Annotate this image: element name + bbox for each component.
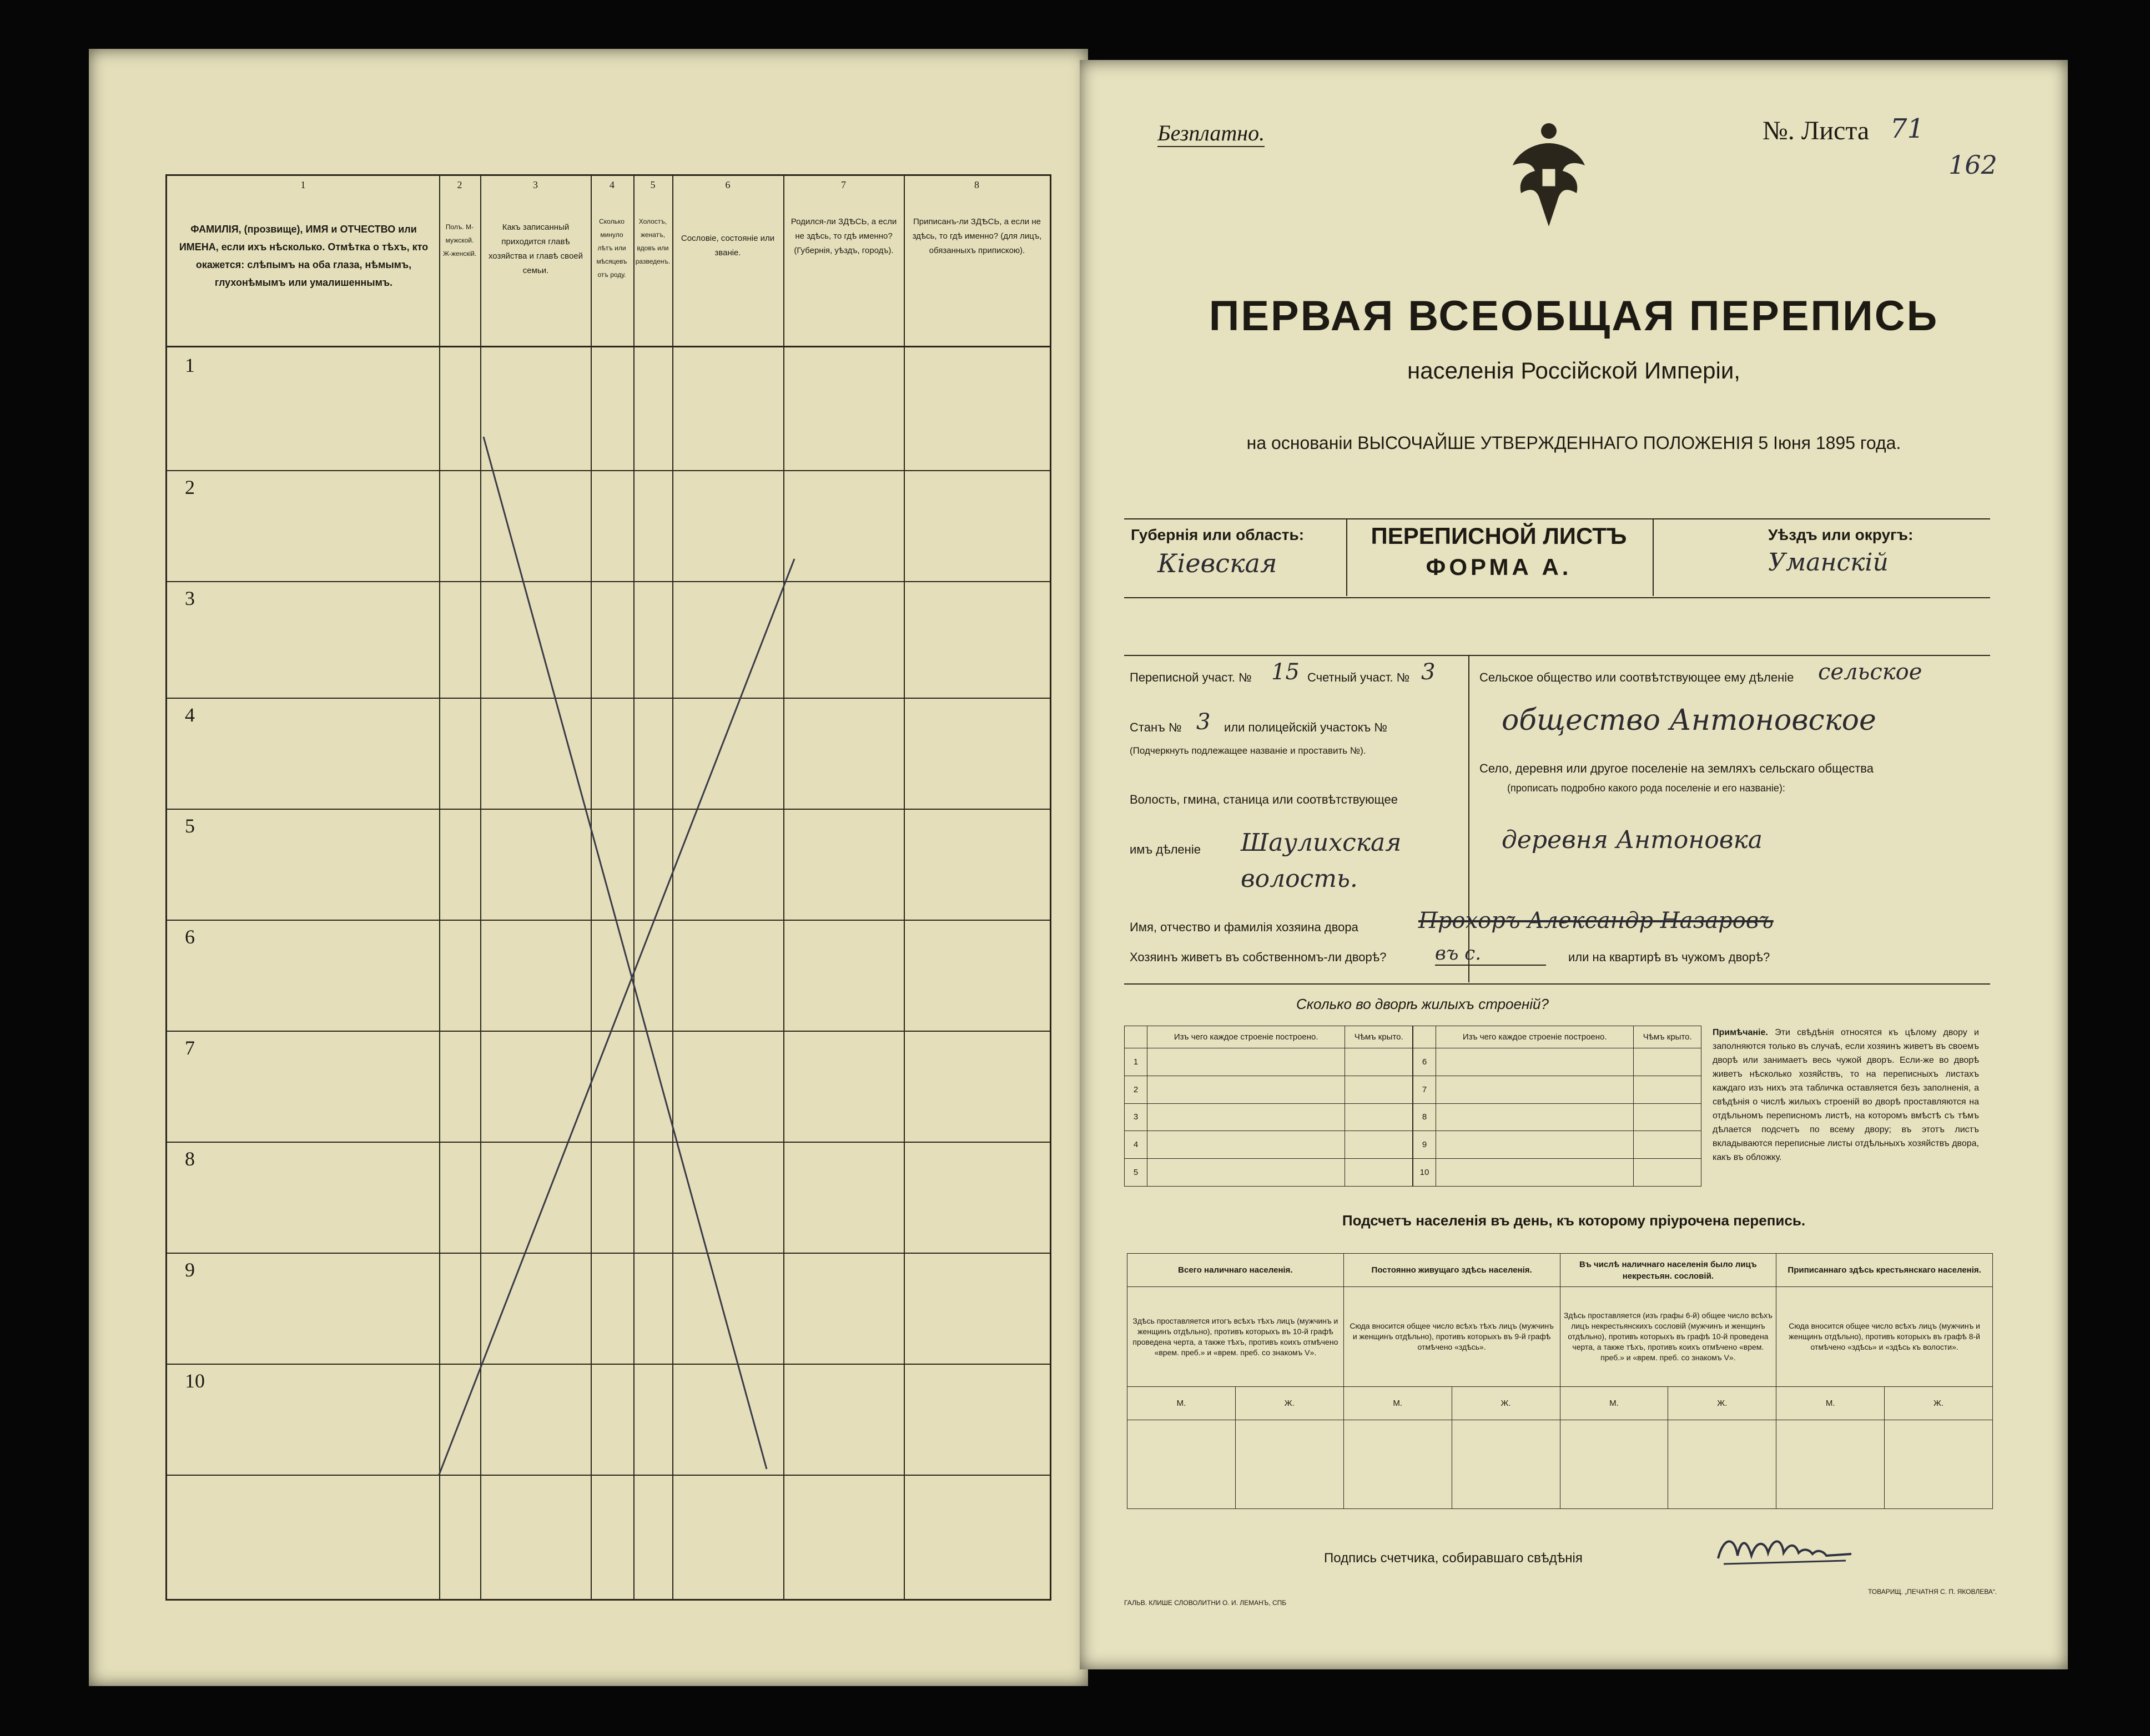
bld-row: 2: [1125, 1076, 1147, 1103]
bld-row: 6: [1413, 1048, 1436, 1076]
col-number-8: 8: [974, 179, 979, 190]
sex-male-header: М.: [1127, 1387, 1236, 1420]
sex-male-header: М.: [1776, 1387, 1885, 1420]
count-district-label: Счетный участ. №: [1307, 670, 1410, 684]
cancel-cross-strike: [167, 176, 1050, 1599]
bld-row: 3: [1125, 1103, 1147, 1131]
census-table: [165, 174, 1051, 1601]
col-header-sex: Полъ. М-мужской. Ж-женскій.: [442, 223, 477, 258]
note-text: Эти свѣдѣнія относятся къ цѣлому двору и заполняются только въ случаѣ, если хозяинъ живетъ въ своемъ дворѣ или занимаетъ весь чужой дворъ. Если-же во дворѣ живетъ нѣсколько хозяйствъ, то на переписныхъ листахъ каждаго изъ нихъ эта табличка оставляется безъ заполненія, а свѣдѣнія о числѣ жилыхъ строеній во дворѣ проставляются на отдѣльномъ переписномъ листѣ, на которомъ вмѣстѣ съ тѣмъ дѣлается подсчетъ по всему двору; въ этотъ листъ вкладываются переписные листы отдѣльныхъ хозяйствъ двора, какъ въ обложку.: [1713, 1028, 1979, 1162]
legal-basis: на основаніи ВЫСОЧАЙШЕ УТВЕРЖДЕННАГО ПОЛОЖЕНІЯ 5 Іюня 1895 года.: [1246, 433, 1901, 453]
owner-value: Прохоръ Александр Назаровъ: [1418, 908, 1774, 933]
col-header-estate: Сословіе, состояніе или званіе.: [681, 234, 775, 258]
sheet-number-handwritten: 71: [1890, 113, 1925, 144]
buildings-table-left: [1124, 1026, 1413, 1187]
society-value-2: общество Антоновское: [1502, 704, 1876, 737]
owner-lives-label: Хозяинъ живетъ въ собственномъ-ли дворѣ?: [1130, 950, 1387, 964]
note-title: Примѣчаніе.: [1713, 1028, 1768, 1037]
police-district-label: или полицейскій участокъ №: [1224, 720, 1387, 734]
imperial-eagle-emblem: [1502, 121, 1596, 232]
count-col-text: Сюда вносится общее число всѣхъ лицъ (мужчинъ и женщинъ отдѣльно), противъ которыхъ въ графѣ 8-й отмѣчено «здѣсь» и «здѣсь къ волости».: [1776, 1287, 1993, 1387]
footer-right: ТОВАРИЩ. „ПЕЧАТНЯ С. П. ЯКОВЛЕВА“.: [1868, 1588, 1997, 1596]
sex-female-header: Ж.: [1235, 1387, 1343, 1420]
bld-row: 9: [1413, 1131, 1436, 1159]
stan-value: 3: [1196, 709, 1211, 735]
col-header-birthplace: Родился-ли ЗДѢСЬ, а если не здѣсь, то гдѣ именно? (Губернія, уѣздъ, городъ).: [790, 217, 897, 255]
volost-value-2: волость.: [1241, 865, 1358, 893]
row-number-10: 10: [185, 1370, 205, 1392]
sex-male-header: М.: [1560, 1387, 1668, 1420]
sheet-number-stamp: 162: [1948, 150, 1997, 180]
sex-female-header: Ж.: [1885, 1387, 1993, 1420]
col-header-name: ФАМИЛІЯ, (прозвище), ИМЯ и ОТЧЕСТВО или ИМЕНА, если ихъ нѣсколько. Отмѣтка о тѣхъ, кто окажется: слѣпымъ на оба глаза, нѣмымъ, глухонѣмымъ или умалишеннымъ.: [179, 224, 429, 288]
col-number-7: 7: [841, 179, 846, 190]
population-count-table: [1127, 1253, 1993, 1509]
col-number-2: 2: [457, 179, 462, 190]
footer-left: ГАЛЬВ. КЛИШЕ СЛОВОЛИТНИ О. И. ЛЕМАНЪ, СПБ: [1124, 1599, 1287, 1607]
row-number-3: 3: [185, 587, 195, 609]
row-number-9: 9: [185, 1259, 195, 1281]
society-value: сельское: [1818, 659, 1922, 685]
row-number-7: 7: [185, 1037, 195, 1059]
free-label: Безплатно.: [1157, 120, 1265, 147]
form-subtitle: ФОРМА А.: [1426, 554, 1572, 580]
col-header-age: Сколько минуло лѣтъ или мѣсяцевъ отъ роду.: [596, 218, 627, 279]
count-col-text: Здѣсь проставляется итогъ всѣхъ тѣхъ лицъ (мужчинъ и женщинъ отдѣльно), противъ которыхъ въ 10-й графѣ проведена черта, а также тѣхъ, противъ коихъ отмѣчено «врем. преб.» и «врем. преб. со знакомъ V».: [1127, 1287, 1344, 1387]
volost-value: Шаулихская: [1241, 829, 1402, 857]
village-label: Село, деревня или другое поселеніе на земляхъ сельскаго общества: [1479, 761, 1874, 775]
count-title: Подсчетъ населенія въ день, къ которому пріурочена перепись.: [1342, 1212, 1806, 1229]
sex-male-header: М.: [1343, 1387, 1452, 1420]
col-number-3: 3: [533, 179, 538, 190]
society-label: Сельское общество или соотвѣтствующее ему дѣленіе: [1479, 670, 1794, 684]
left-page: [89, 49, 1088, 1686]
col-number-6: 6: [725, 179, 731, 190]
census-district-value: 15: [1271, 659, 1300, 685]
row-number-4: 4: [185, 704, 195, 726]
count-col-head: Всего наличнаго населенія.: [1127, 1254, 1344, 1287]
count-col-head: Постоянно живущаго здѣсь населенія.: [1343, 1254, 1560, 1287]
sheet-number-label: №. Листа: [1763, 116, 1870, 145]
bld-row: 1: [1125, 1048, 1147, 1076]
owner-lives-value: въ с.: [1435, 942, 1546, 966]
signature-label: Подпись счетчика, собиравшаго свѣдѣнія: [1324, 1551, 1583, 1566]
buildings-note: [1713, 1026, 1979, 1164]
col-number-1: 1: [300, 179, 306, 190]
col-number-4: 4: [610, 179, 615, 190]
page-title: ПЕРВАЯ ВСЕОБЩАЯ ПЕРЕПИСЬ: [1209, 292, 1939, 340]
uezd-label: Уѣздъ или округъ:: [1768, 526, 1914, 543]
rented-yard-label: или на квартирѣ въ чужомъ дворѣ?: [1568, 950, 1770, 964]
village-value: деревня Антоновка: [1502, 826, 1763, 854]
page-subtitle: населенія Россійской Имперіи,: [1407, 357, 1740, 383]
enumerator-signature: [1713, 1525, 1857, 1575]
bld-row: 8: [1413, 1103, 1436, 1131]
col-header-relation: Какъ записанный приходится главѣ хозяйства и главѣ своей семьи.: [488, 223, 583, 275]
count-col-text: Сюда вносится общее число всѣхъ тѣхъ лицъ (мужчинъ и женщинъ отдѣльно), противъ которыхъ въ 9-й графѣ отмѣчено «здѣсь».: [1343, 1287, 1560, 1387]
sex-female-header: Ж.: [1668, 1387, 1776, 1420]
underline-note: (Подчеркнуть подлежащее названіе и проставить №).: [1130, 745, 1366, 756]
guberniya-label: Губернія или область:: [1131, 526, 1305, 543]
count-col-text: Здѣсь проставляется (изъ графы 6-й) общее число всѣхъ лицъ некрестьянскихъ сословій (мужчинъ и женщинъ отдѣльно), противъ которыхъ въ графѣ 10-й проведена черта, а также тѣхъ, противъ коихъ отмѣчено «врем. преб.» и «врем. преб. со знакомъ V».: [1560, 1287, 1776, 1387]
right-page: [1080, 60, 2068, 1669]
stan-label: Станъ №: [1130, 720, 1182, 734]
buildings-question: Сколько во дворѣ жилыхъ строеній?: [1296, 996, 1549, 1012]
row-number-1: 1: [185, 354, 195, 376]
row-number-5: 5: [185, 815, 195, 837]
count-col-head: Приписаннаго здѣсь крестьянскаго населенія.: [1776, 1254, 1993, 1287]
count-col-head: Въ числѣ наличнаго населенія было лицъ некрестьян. сословій.: [1560, 1254, 1776, 1287]
uezd-value: Уманскій: [1768, 548, 1889, 577]
bld-roof-header: Чѣмъ крыто.: [1345, 1026, 1413, 1048]
row-number-2: 2: [185, 476, 195, 498]
census-district-label: Переписной участ. №: [1130, 670, 1252, 684]
sex-female-header: Ж.: [1452, 1387, 1560, 1420]
bld-row: 4: [1125, 1131, 1147, 1159]
volost-label: Волость, гмина, станица или соотвѣтствующее: [1130, 793, 1398, 806]
bld-material-header: Изъ чего каждое строеніе построено.: [1147, 1026, 1345, 1048]
col-header-marital: Холостъ, женатъ, вдовъ или разведенъ.: [635, 218, 671, 265]
guberniya-value: Кіевская: [1157, 548, 1277, 578]
bld-material-header: Изъ чего каждое строеніе построено.: [1436, 1026, 1634, 1048]
buildings-table-right: [1413, 1026, 1701, 1187]
count-district-value: 3: [1421, 659, 1436, 685]
bld-row: 10: [1413, 1159, 1436, 1187]
bld-row: 5: [1125, 1159, 1147, 1187]
bld-roof-header: Чѣмъ крыто.: [1634, 1026, 1701, 1048]
row-number-8: 8: [185, 1148, 195, 1170]
village-note: (прописать подробно какого рода поселеніе и его названіе):: [1507, 783, 1785, 794]
col-number-5: 5: [650, 179, 656, 190]
form-title: ПЕРЕПИСНОЙ ЛИСТЪ: [1371, 523, 1627, 549]
row-number-6: 6: [185, 926, 195, 948]
bld-row: 7: [1413, 1076, 1436, 1103]
owner-label: Имя, отчество и фамилія хозяина двора: [1130, 920, 1358, 934]
volost-label-2: имъ дѣленіе: [1130, 842, 1201, 856]
col-header-registered: Приписанъ-ли ЗДѢСЬ, а если не здѣсь, то гдѣ именно? (для лицъ, обязанныхъ припискою).: [912, 217, 1042, 255]
